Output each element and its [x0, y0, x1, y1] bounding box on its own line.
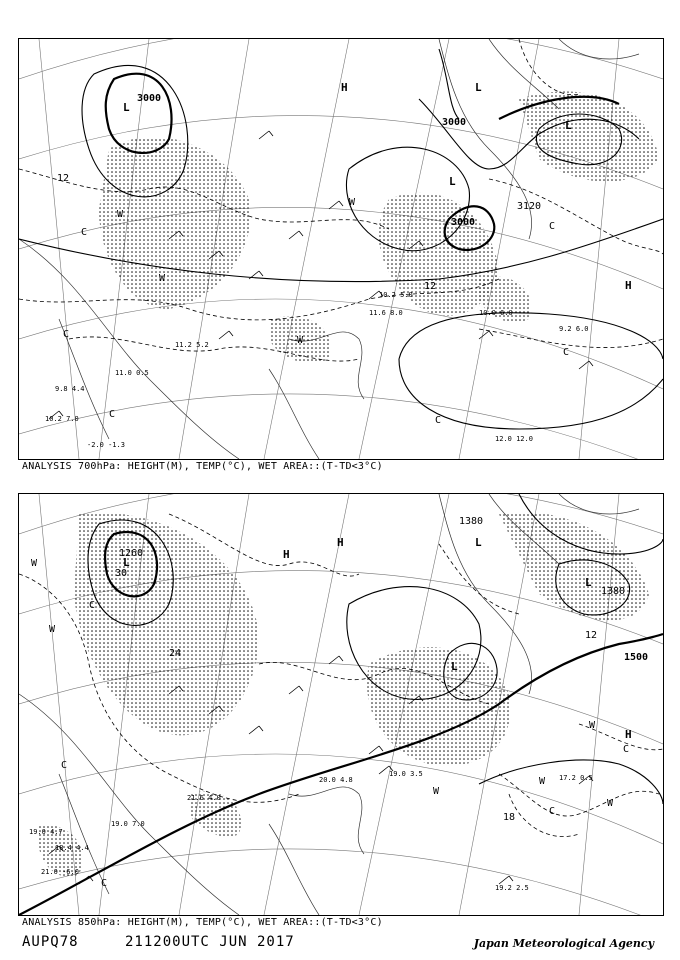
station-value: 19.2 2.5 — [495, 884, 529, 892]
temperature-marker: W — [297, 335, 304, 346]
contour-label: 1500 — [624, 652, 649, 663]
temperature-marker: C — [61, 760, 68, 771]
temperature-marker: C — [549, 221, 556, 232]
station-value: 21.0 -6.0 — [41, 868, 79, 876]
high-center-marker: H — [283, 548, 290, 561]
contour-label: 1260 — [119, 548, 144, 559]
temperature-marker: W — [433, 786, 440, 797]
low-center-marker: L — [585, 576, 592, 589]
low-center-marker: L — [451, 660, 458, 673]
station-value: 10.2 5.0 — [379, 291, 413, 299]
temperature-marker: W — [349, 197, 356, 208]
temperature-marker: C — [81, 227, 88, 238]
temperature-marker: W — [539, 776, 546, 787]
temperature-marker: C — [563, 347, 570, 358]
contour-label: 3000 — [442, 117, 467, 128]
station-value: 12.0 12.0 — [495, 435, 533, 443]
chart-700hpa-caption: ANALYSIS 700hPa: HEIGHT(M), TEMP(°C), WET AREA::(T-TD<3°C) — [22, 461, 383, 472]
low-center-marker: L — [475, 536, 482, 549]
product-code: AUPQ78 — [22, 934, 79, 950]
station-value: 11.2 5.2 — [175, 341, 209, 349]
high-center-marker: H — [625, 279, 632, 292]
high-center-marker: H — [337, 536, 344, 549]
map-700hpa — [19, 39, 663, 459]
contour-label: 12 — [424, 281, 437, 292]
station-value: 20.0 4.8 — [319, 776, 353, 784]
station-value: 9.2 6.0 — [559, 325, 589, 333]
station-plots — [29, 770, 593, 892]
temperature-marker: W — [589, 720, 596, 731]
chart-700hpa — [18, 38, 664, 460]
contour-label: 1380 — [601, 586, 626, 597]
contour-label: 3120 — [517, 201, 542, 212]
station-value: 11.6 8.0 — [369, 309, 403, 317]
station-value: -2.0 -1.3 — [87, 441, 125, 449]
contour-label: 1380 — [459, 516, 484, 527]
temperature-marker: C — [101, 878, 108, 889]
temperature-marker: W — [607, 798, 614, 809]
contour-label: 12 — [585, 630, 598, 641]
low-center-marker: L — [565, 119, 572, 132]
temperature-marker: C — [549, 806, 556, 817]
temperature-marker: W — [117, 209, 124, 220]
contour-label: 18 — [503, 812, 516, 823]
temperature-marker: C — [109, 409, 116, 420]
low-center-marker: L — [449, 175, 456, 188]
station-value: 18.4 4.4 — [55, 844, 89, 852]
agency-name: Japan Meteorological Agency — [473, 937, 654, 950]
station-value: 19.0 7.0 — [111, 820, 145, 828]
map-850hpa — [19, 494, 663, 915]
temperature-marker: W — [31, 558, 38, 569]
station-plots — [45, 291, 589, 449]
temperature-marker: W — [49, 624, 56, 635]
chart-850hpa-caption: ANALYSIS 850hPa: HEIGHT(M), TEMP(°C), WET AREA::(T-TD<3°C) — [22, 917, 383, 928]
contour-label: 30 — [115, 568, 128, 579]
contour-label: 3000 — [451, 217, 476, 228]
station-value: 11.0 0.5 — [115, 369, 149, 377]
low-center-marker: L — [123, 101, 130, 114]
high-center-marker: H — [625, 728, 632, 741]
station-value: 17.2 0.5 — [559, 774, 593, 782]
contour-label: 12 — [57, 173, 70, 184]
temperature-marker: C — [435, 415, 442, 426]
station-value: 10.0 6.0 — [479, 309, 513, 317]
temperature-marker: C — [63, 329, 70, 340]
high-center-marker: H — [341, 81, 348, 94]
station-value: 21.6 4.0 — [187, 794, 221, 802]
temperature-marker: C — [623, 744, 630, 755]
contour-label: 3000 — [137, 93, 162, 104]
low-center-marker: L — [123, 556, 130, 569]
valid-time: 211200UTC JUN 2017 — [125, 934, 295, 950]
contour-label: 24 — [169, 648, 182, 659]
wet-areas — [99, 92, 659, 363]
low-center-marker: L — [475, 81, 482, 94]
station-value: 10.2 7.0 — [45, 415, 79, 423]
station-value: 9.8 4.4 — [55, 385, 85, 393]
chart-850hpa — [18, 493, 664, 916]
station-value: 19.0 3.5 — [389, 770, 423, 778]
temperature-marker: C — [89, 600, 96, 611]
temperature-marker: W — [159, 273, 166, 284]
station-value: 19.0 4.7 — [29, 828, 63, 836]
